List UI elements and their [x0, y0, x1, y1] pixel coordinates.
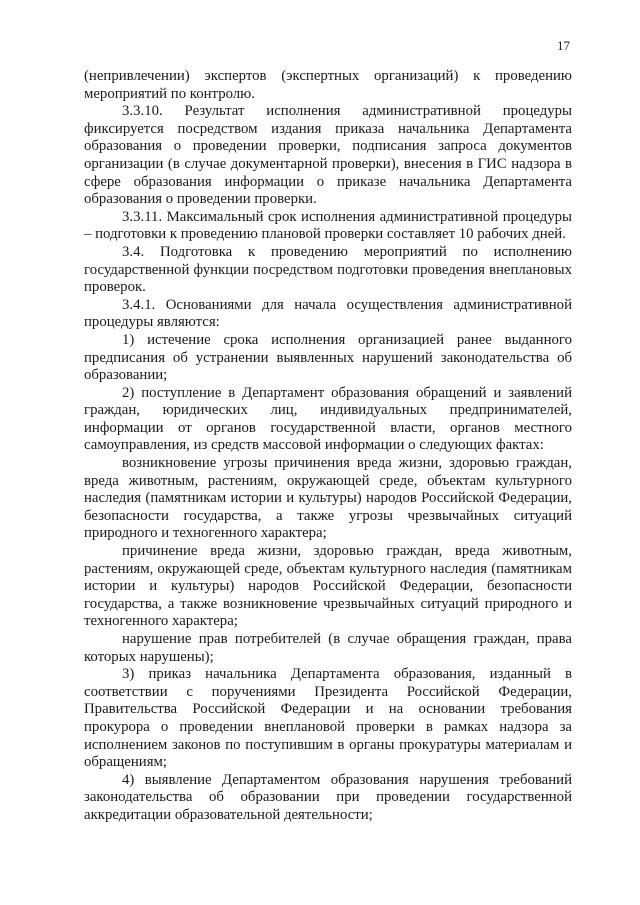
paragraph-3-3-10: 3.3.10. Результат исполнения административной процедуры фиксируется посредством издания приказа начальника Департамента образования о проведении проверки, подписания запроса документов организации (в случае документарной проверки), внесения в ГИС надзора в сфере образования информации о приказе начальника Департамента образования о проведении проверки. — [84, 103, 572, 208]
paragraph-3-3-11: 3.3.11. Максимальный срок исполнения административной процедуры – подготовки к проведению плановой проверки составляет 10 рабочих дней. — [84, 208, 572, 243]
sub-item-harm: причинение вреда жизни, здоровью граждан, вреда животным, растениям, окружающей среде, объектам культурного наследия (памятникам истории и культуры) народов Российской Федерации, безопасности государства, а также возникновение чрезвычайных ситуаций природного и техногенного характера; — [84, 543, 572, 630]
document-body — [84, 68, 572, 825]
paragraph-3-4-1: 3.4.1. Основаниями для начала осуществления административной процедуры являются: — [84, 296, 572, 331]
list-item-1: 1) истечение срока исполнения организацией ранее выданного предписания об устранении выявленных нарушений законодательства об образовании; — [84, 331, 572, 384]
list-item-3: 3) приказ начальника Департамента образования, изданный в соответствии с поручениями Президента Российской Федерации, Правительства Российской Федерации и на основании требования прокурора о проведении внеплановой проверки в рамках надзора за исполнением законов по поступившим в органы прокуратуры материалам и обращениям; — [84, 666, 572, 771]
page-number: 17 — [557, 38, 570, 53]
sub-item-consumer-rights: нарушение прав потребителей (в случае обращения граждан, права которых нарушены); — [84, 631, 572, 665]
list-item-2: 2) поступление в Департамент образования обращений и заявлений граждан, юридических лиц, индивидуальных предпринимателей, информации от органов государственной власти, органов местного самоуправления, из средств массовой информации о следующих фактах: — [84, 384, 572, 454]
list-item-4: 4) выявление Департаментом образования нарушения требований законодательства об образовании при проведении государственной аккредитации образовательной деятельности; — [84, 771, 572, 823]
paragraph-3-4: 3.4. Подготовка к проведению мероприятий по исполнению государственной функции посредством подготовки проведения внеплановых проверок. — [84, 243, 572, 296]
paragraph-continuation: (непривлечении) экспертов (экспертных организаций) к проведению мероприятий по контролю. — [84, 68, 572, 102]
sub-item-threat: возникновение угрозы причинения вреда жизни, здоровью граждан, вреда животным, растениям, окружающей среде, объектам культурного наследия (памятникам истории и культуры) народов Российской Федерации, безопасности государства, а также угрозы чрезвычайных ситуаций природного и техногенного характера; — [84, 455, 572, 542]
